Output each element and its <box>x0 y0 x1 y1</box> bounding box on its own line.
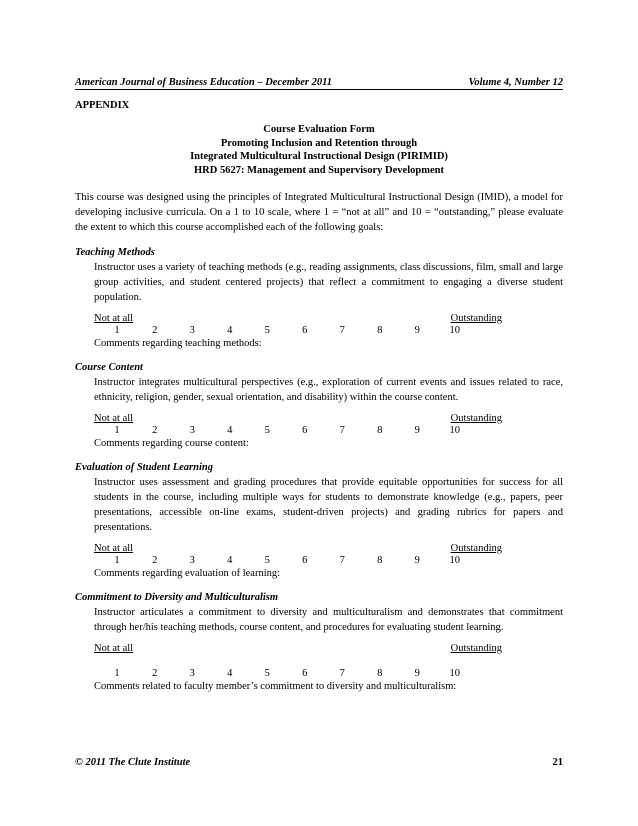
section-course-content <box>75 360 563 450</box>
scale-number: 8 <box>377 555 383 566</box>
form-title-line-1: Course Evaluation Form <box>263 124 375 135</box>
rating-scale-numbers <box>94 555 563 567</box>
scale-number: 7 <box>339 425 345 436</box>
scale-number: 10 <box>449 425 460 436</box>
scale-number: 8 <box>377 425 383 436</box>
scale-number: 5 <box>264 325 270 336</box>
section-body: Instructor articulates a commitment to diversity and multiculturalism and demonstrates that commitment through her/his teaching methods, course content, and procedures for evaluating student learning. <box>94 607 563 633</box>
scale-number: 4 <box>227 325 233 336</box>
section-evaluation-of-learning <box>75 460 563 580</box>
scale-number: 8 <box>377 325 383 336</box>
scale-number: 3 <box>189 555 195 566</box>
volume-number: Volume 4, Number 12 <box>468 77 563 88</box>
rating-scale-numbers <box>94 425 563 437</box>
scale-number: 7 <box>339 555 345 566</box>
section-title: Commitment to Diversity and Multiculturalism <box>75 592 279 603</box>
spacer <box>75 655 563 668</box>
scale-number: 6 <box>302 668 308 679</box>
comment-prompt: Comments regarding teaching methods: <box>94 338 262 349</box>
scale-number: 5 <box>264 668 270 679</box>
form-title-line-4: HRD 5627: Management and Supervisory Development <box>194 164 444 176</box>
scale-low-label: Not at all <box>94 643 134 654</box>
comment-prompt: Comments regarding course content: <box>94 438 249 449</box>
scale-number: 7 <box>339 325 345 336</box>
section-title: Evaluation of Student Learning <box>75 462 213 473</box>
scale-number: 6 <box>302 425 308 436</box>
scale-number: 10 <box>449 325 460 336</box>
scale-number: 5 <box>264 555 270 566</box>
section-title: Teaching Methods <box>75 247 155 258</box>
scale-number: 2 <box>152 425 158 436</box>
form-title <box>75 123 563 177</box>
section-body: Instructor uses a variety of teaching methods (e.g., reading assignments, class discussions, film, small and large group activities, and student centered projects) that reflect a commitment to engaging a diverse student population. <box>94 262 563 303</box>
section-body: Instructor integrates multicultural perspectives (e.g., exploration of current events and issues related to race, ethnicity, religion, gender, sexual orientation, and disability) within the course content. <box>94 377 563 403</box>
scale-number: 10 <box>449 668 460 679</box>
section-title: Course Content <box>75 362 143 373</box>
rating-scale-labels <box>94 412 502 425</box>
scale-number: 7 <box>339 668 345 679</box>
scale-number: 3 <box>189 425 195 436</box>
scale-low-label: Not at all <box>94 413 134 424</box>
form-title-line-2: Promoting Inclusion and Retention through <box>220 137 418 149</box>
scale-high-label: Outstanding <box>450 413 502 424</box>
rating-scale-labels <box>94 542 502 555</box>
scale-number: 2 <box>152 668 158 679</box>
scale-number: 9 <box>414 425 420 436</box>
rating-scale-labels <box>94 642 502 655</box>
paper-page <box>75 77 563 693</box>
scale-number: 3 <box>189 668 195 679</box>
running-header <box>75 77 563 90</box>
scale-low-label: Not at all <box>94 313 134 324</box>
page-footer <box>75 757 563 768</box>
scale-low-label: Not at all <box>94 543 134 554</box>
scale-number: 8 <box>377 668 383 679</box>
scale-number: 1 <box>114 425 120 436</box>
section-body: Instructor uses assessment and grading procedures that provide equitable opportunities for success for all students in the course, including multiple ways for students to demonstrate knowledge (e.g., papers, peer presentations, accessible on-line exams, student-driven projects) and grading rubrics for papers and presentations. <box>94 477 563 533</box>
scale-number: 5 <box>264 425 270 436</box>
scale-high-label: Outstanding <box>450 313 502 324</box>
scale-number: 4 <box>227 668 233 679</box>
scale-number: 9 <box>414 668 420 679</box>
page-number: 21 <box>552 757 563 768</box>
appendix-heading: APPENDIX <box>75 100 130 111</box>
scale-number: 2 <box>152 555 158 566</box>
scale-number: 2 <box>152 325 158 336</box>
scale-number: 1 <box>114 668 120 679</box>
rating-scale-numbers <box>94 325 563 337</box>
scale-high-label: Outstanding <box>450 543 502 554</box>
intro-paragraph: This course was designed using the principles of Integrated Multicultural Instructional Design (IMID), a model for developing inclusive curricula. On a 1 to 10 scale, where 1 = “not at all” and 10 = “outstanding,” please evaluate the extent to which this course accomplished each of the following goals: <box>75 192 563 233</box>
scale-number: 9 <box>414 325 420 336</box>
section-teaching-methods <box>75 245 563 350</box>
form-title-line-3: Integrated Multicultural Instructional Design (PIRIMID) <box>190 151 448 162</box>
scale-number: 3 <box>189 325 195 336</box>
scale-high-label: Outstanding <box>450 643 502 654</box>
scale-number: 1 <box>114 555 120 566</box>
scale-number: 9 <box>414 555 420 566</box>
journal-title: American Journal of Business Education – December 2011 <box>75 77 332 88</box>
rating-scale-labels <box>94 312 502 325</box>
scale-number: 6 <box>302 325 308 336</box>
publisher-credit: © 2011 The Clute Institute <box>75 757 191 768</box>
scale-number: 6 <box>302 555 308 566</box>
scale-number: 1 <box>114 325 120 336</box>
scale-number: 4 <box>227 555 233 566</box>
comment-prompt: Comments related to faculty member’s commitment to diversity and multiculturalism: <box>94 681 457 692</box>
rating-scale-numbers <box>94 668 563 680</box>
comment-prompt: Comments regarding evaluation of learning: <box>94 568 281 579</box>
scale-number: 10 <box>449 555 460 566</box>
section-commitment-to-diversity <box>75 590 563 693</box>
scale-number: 4 <box>227 425 233 436</box>
